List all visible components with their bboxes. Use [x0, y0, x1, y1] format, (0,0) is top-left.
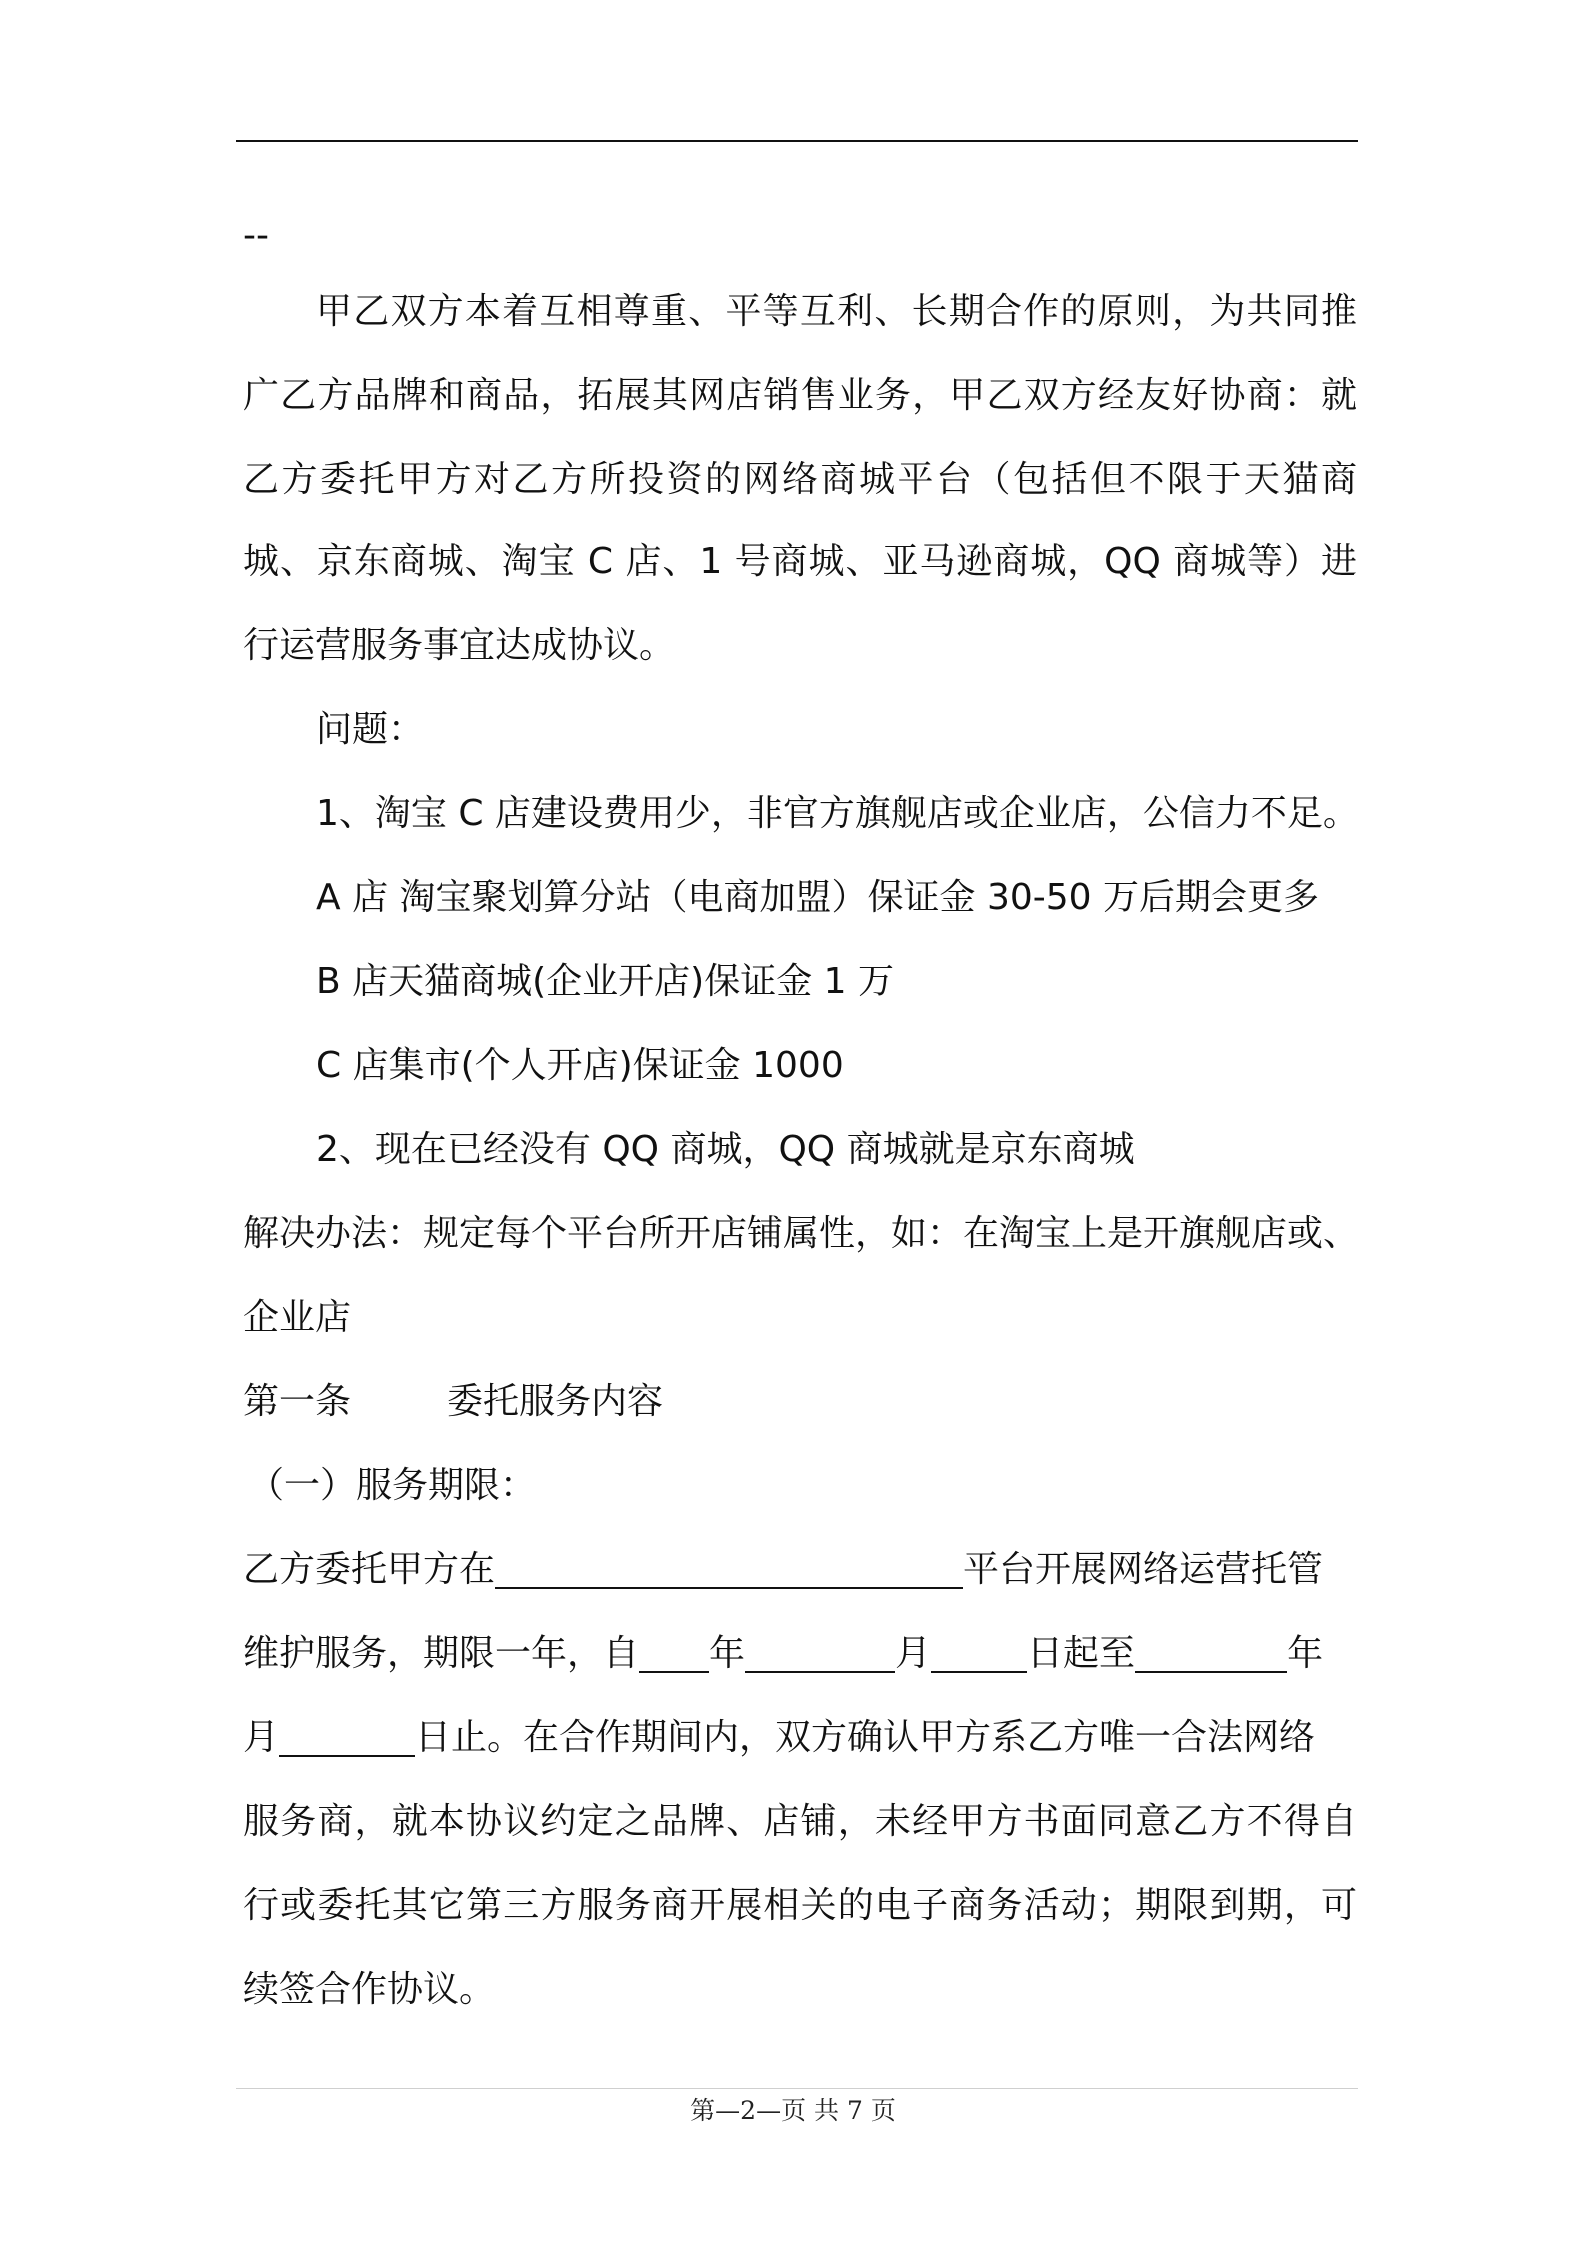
end-year-blank-field[interactable]: [1135, 1637, 1287, 1673]
end-month-blank-field[interactable]: [279, 1721, 415, 1757]
intro-line-1: 甲乙双方本着互相尊重、平等互利、长期合作的原则，为共同推: [316, 291, 1357, 332]
term-text: 平台开展网络运营托管: [963, 1549, 1324, 1590]
solution-line-1: 解决办法：规定每个平台所开店铺属性，如：在淘宝上是开旗舰店或、: [243, 1213, 1360, 1254]
intro-line-5: 行运营服务事宜达成协议。: [243, 625, 676, 666]
term-text: 日起至: [1027, 1633, 1136, 1674]
shop-type-c: C 店集市(个人开店)保证金 1000: [316, 1045, 844, 1086]
problem-item-2: 2、现在已经没有 QQ 商城，QQ 商城就是京东商城: [316, 1129, 1135, 1170]
article-number: 第一条: [243, 1381, 352, 1422]
article-title: 委托服务内容: [447, 1381, 664, 1422]
term-text: 日止。在合作期间内，双方确认甲方系乙方唯一合法网络: [415, 1717, 1316, 1758]
year-label: 年: [1287, 1633, 1324, 1674]
platform-blank-field[interactable]: [495, 1553, 963, 1589]
term-line-3: [243, 1716, 1315, 1760]
section-heading: （一）服务期限：: [248, 1465, 537, 1506]
header-rule: [236, 140, 1358, 142]
solution-line-2: 企业店: [243, 1297, 352, 1338]
dash-marker: --: [243, 215, 269, 256]
term-text: 维护服务，期限一年，自: [243, 1633, 640, 1674]
page-footer: 第—2—页 共 7 页: [690, 2096, 896, 2125]
intro-line-2: 广乙方品牌和商品，拓展其网店销售业务，甲乙双方经友好协商：就: [243, 375, 1357, 416]
intro-line-3: 乙方委托甲方对乙方所投资的网络商城平台（包括但不限于天猫商: [243, 459, 1357, 500]
problem-item-1: 1、淘宝 C 店建设费用少，非官方旗舰店或企业店，公信力不足。: [316, 793, 1359, 834]
article-heading: [243, 1380, 663, 1424]
year-label: 年: [709, 1633, 746, 1674]
month-label: 月: [243, 1717, 280, 1758]
term-line-6: 续签合作协议。: [243, 1969, 496, 2010]
month-label: 月: [895, 1633, 932, 1674]
term-line-2: [243, 1632, 1323, 1676]
shop-type-a: A 店 淘宝聚划算分站（电商加盟）保证金 30-50 万后期会更多: [316, 877, 1320, 918]
start-day-blank-field[interactable]: [931, 1637, 1027, 1673]
shop-type-b: B 店天猫商城(企业开店)保证金 1 万: [316, 961, 895, 1002]
term-line-5: 行或委托其它第三方服务商开展相关的电子商务活动；期限到期，可: [243, 1885, 1357, 1926]
term-line-1: [243, 1548, 1323, 1592]
problem-heading: 问题：: [316, 709, 425, 750]
term-line-4: 服务商，就本协议约定之品牌、店铺，未经甲方书面同意乙方不得自: [243, 1801, 1357, 1842]
start-year-blank-field[interactable]: [639, 1637, 709, 1673]
term-text: 乙方委托甲方在: [243, 1549, 496, 1590]
footer-rule: [236, 2088, 1358, 2089]
start-month-blank-field[interactable]: [745, 1637, 895, 1673]
intro-line-4: 城、京东商城、淘宝 C 店、1 号商城、亚马逊商城，QQ 商城等）进: [243, 541, 1357, 582]
